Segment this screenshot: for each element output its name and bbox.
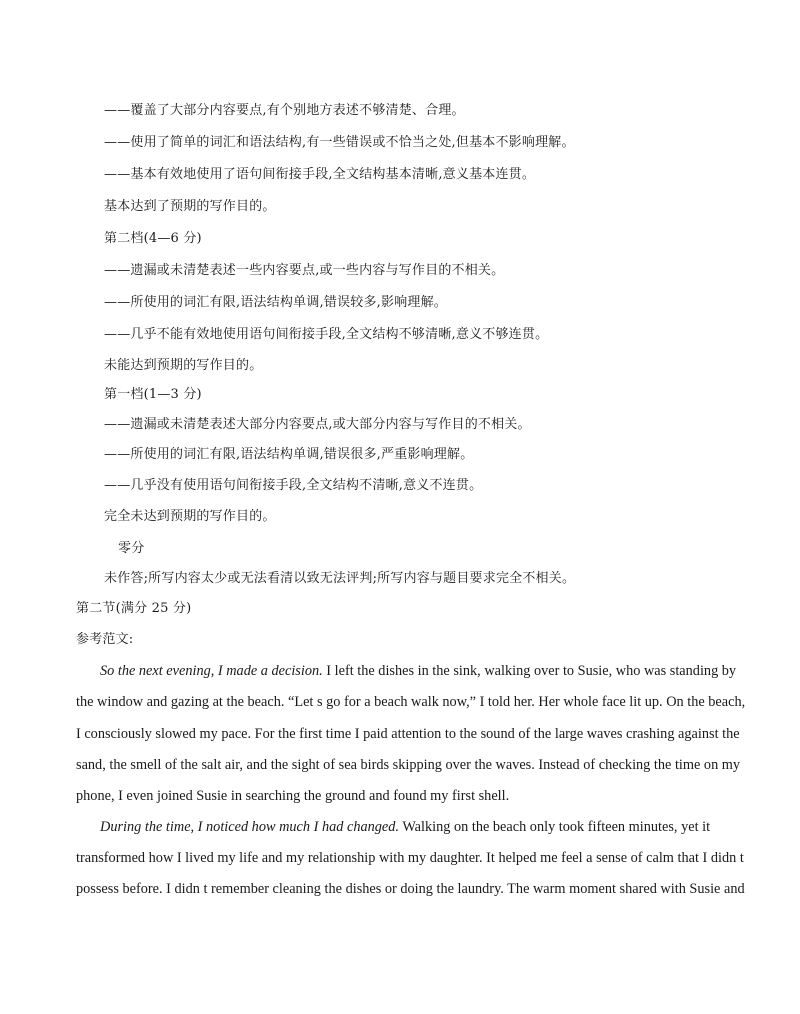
grade3-item-2: ——使用了简单的词汇和语法结构,有一些错误或不恰当之处,但基本不影响理解。 xyxy=(104,135,575,150)
essay-paragraph-1-line-2: the window and gazing at the beach. “Let s go for a beach walk now,” I told her. Her whole face lit up. On the beach, xyxy=(76,694,746,710)
essay-paragraph-2-line-2: transformed how I lived my life and my relationship with my daughter. It helped me feel a sense of calm that I didn t xyxy=(76,850,744,866)
grade2-item-3: ——几乎不能有效地使用语句间衔接手段,全文结构不够清晰,意义不够连贯。 xyxy=(104,327,549,342)
grade3-item-3: ——基本有效地使用了语句间衔接手段,全文结构基本清晰,意义基本连贯。 xyxy=(104,167,536,182)
essay-paragraph-1-line-3: I consciously slowed my pace. For the first time I paid attention to the sound of the large waves crashing against the xyxy=(76,726,740,742)
zero-description: 未作答;所写内容太少或无法看清以致无法评判;所写内容与题目要求完全不相关。 xyxy=(104,571,576,586)
paragraph-1-line-1-text: I left the dishes in the sink, walking over to Susie, who was standing by xyxy=(322,663,737,679)
essay-paragraph-2-line-3: possess before. I didn t remember cleaning the dishes or doing the laundry. The warm moment shared with Susie and xyxy=(76,881,745,897)
grade1-item-1: ——遗漏或未清楚表述大部分内容要点,或大部分内容与写作目的不相关。 xyxy=(104,417,531,432)
grade2-item-2: ——所使用的词汇有限,语法结构单调,错误较多,影响理解。 xyxy=(104,295,447,310)
essay-paragraph-1-line-5: phone, I even joined Susie in searching the ground and found my first shell. xyxy=(76,788,510,804)
section-title: 第二节(满分 25 分) xyxy=(76,601,192,616)
grade1-item-3: ——几乎没有使用语句间衔接手段,全文结构不清晰,意义不连贯。 xyxy=(104,478,483,493)
paragraph-2-lead-sentence: During the time, I noticed how much I had changed. xyxy=(100,819,399,835)
essay-paragraph-1-line-4: sand, the smell of the salt air, and the sight of sea birds skipping over the waves. Instead of checking the time on my xyxy=(76,757,741,773)
grade2-title: 第二档(4—6 分) xyxy=(104,231,202,246)
grade2-item-1: ——遗漏或未清楚表述一些内容要点,或一些内容与写作目的不相关。 xyxy=(104,263,505,278)
grade1-title: 第一档(1—3 分) xyxy=(104,387,202,402)
grade3-conclusion: 基本达到了预期的写作目的。 xyxy=(104,199,276,214)
essay-paragraph-2-line-1 xyxy=(100,818,710,836)
paragraph-1-lead-sentence: So the next evening, I made a decision. xyxy=(100,663,323,679)
reference-essay-label: 参考范文: xyxy=(76,632,134,647)
zero-title: 零分 xyxy=(118,541,145,556)
grade1-item-2: ——所使用的词汇有限,语法结构单调,错误很多,严重影响理解。 xyxy=(104,447,474,462)
paragraph-2-line-1-text: Walking on the beach only took fifteen minutes, yet it xyxy=(399,819,711,835)
essay-paragraph-1-line-1 xyxy=(100,662,736,680)
grade2-conclusion: 未能达到预期的写作目的。 xyxy=(104,358,263,373)
grade1-conclusion: 完全未达到预期的写作目的。 xyxy=(104,509,276,524)
grade3-item-1: ——覆盖了大部分内容要点,有个别地方表述不够清楚、合理。 xyxy=(104,103,465,118)
